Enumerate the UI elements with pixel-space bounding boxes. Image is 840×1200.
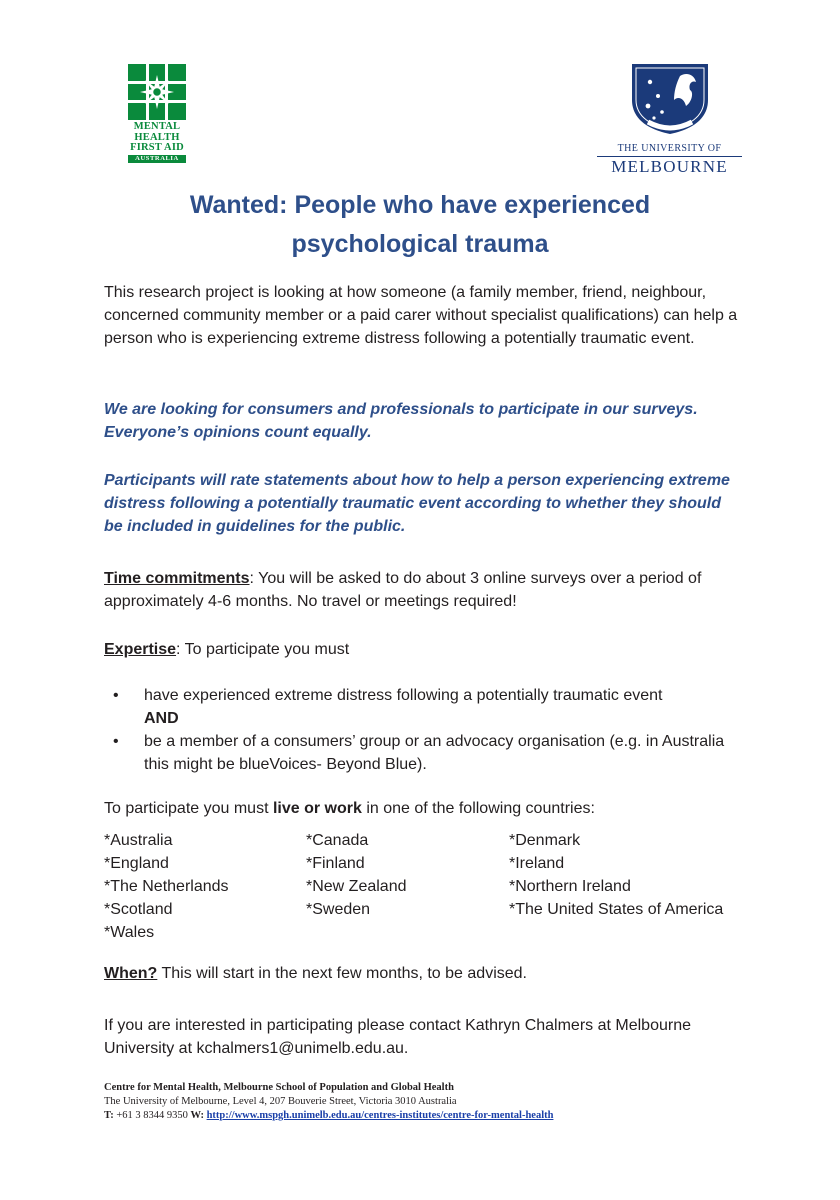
bullet-text: be a member of a consumers’ group or an advocacy organisation (e.g. in Australia this might be blueVoices- Beyond Blue). bbox=[144, 733, 725, 773]
country-item: *Canada bbox=[306, 832, 369, 849]
uom-logo bbox=[597, 62, 742, 176]
list-item bbox=[104, 730, 744, 776]
expertise-list bbox=[104, 684, 744, 776]
bullet-and: AND bbox=[144, 710, 179, 727]
countries-intro-bold: live or work bbox=[272, 800, 362, 817]
country-item: *New Zealand bbox=[306, 878, 407, 895]
countries-intro bbox=[104, 797, 744, 820]
list-item bbox=[104, 684, 744, 730]
country-item: *Scotland bbox=[104, 901, 173, 918]
mhfa-line: FIRST AID bbox=[130, 142, 184, 153]
bullet-text: have experienced extreme distress following a potentially traumatic event bbox=[144, 687, 663, 704]
title-line1: Wanted: People who have experienced bbox=[189, 191, 651, 219]
footer bbox=[104, 1081, 744, 1123]
bullet-icon: • bbox=[113, 687, 119, 704]
footer-web-label: W: bbox=[190, 1110, 204, 1121]
mhfa-country: AUSTRALIA bbox=[128, 155, 186, 163]
when-text: This will start in the next few months, to be advised. bbox=[157, 965, 527, 982]
when-label: When? bbox=[104, 965, 158, 982]
when-paragraph bbox=[104, 962, 744, 985]
uom-line1: THE UNIVERSITY OF bbox=[617, 143, 722, 154]
footer-phone-label: T: bbox=[104, 1110, 114, 1121]
bullet-icon: • bbox=[113, 733, 119, 750]
time-commitments-paragraph bbox=[104, 567, 744, 613]
footer-org: Centre for Mental Health, Melbourne School of Population and Global Health bbox=[104, 1082, 454, 1093]
time-commitments-text: : You will be asked to do about 3 online surveys over a period of approximately 4-6 months. No travel or meetings required! bbox=[104, 570, 702, 610]
title-line2: psychological trauma bbox=[291, 230, 549, 258]
countries-grid bbox=[104, 829, 744, 949]
countries-intro-before: To participate you must bbox=[104, 800, 273, 817]
country-item: *Australia bbox=[104, 832, 173, 849]
participants-paragraph: Participants will rate statements about how to help a person experiencing extreme distress following a potentially traumatic event according to whether they should be included in guidelines for the public. bbox=[104, 472, 730, 535]
country-item: *Northern Ireland bbox=[509, 878, 631, 895]
mhfa-line: MENTAL bbox=[133, 121, 181, 132]
mhfa-line: HEALTH bbox=[134, 131, 180, 143]
contact-paragraph: If you are interested in participating please contact Kathryn Chalmers at Melbourne University at kchalmers1@unimelb.edu.au. bbox=[104, 1017, 691, 1057]
footer-contact-line bbox=[104, 1109, 744, 1123]
footer-web-link[interactable]: http://www.mspgh.unimelb.edu.au/centres-institutes/centre-for-mental-health bbox=[206, 1110, 554, 1121]
country-item: *The United States of America bbox=[509, 901, 724, 918]
uom-line2: MELBOURNE bbox=[611, 157, 728, 176]
footer-phone: +61 3 8344 9350 bbox=[113, 1110, 191, 1121]
country-item: *Finland bbox=[306, 855, 365, 872]
country-item: *The Netherlands bbox=[104, 878, 229, 895]
country-item: *Denmark bbox=[509, 832, 581, 849]
footer-address: The University of Melbourne, Level 4, 207 Bouverie Street, Victoria 3010 Australia bbox=[104, 1096, 457, 1107]
looking-for-paragraph: We are looking for consumers and professionals to participate in our surveys. Everyone’s opinions count equally. bbox=[104, 401, 698, 441]
country-item: *Wales bbox=[104, 924, 155, 941]
mhfa-wordmark bbox=[128, 122, 186, 163]
country-item: *Ireland bbox=[509, 855, 565, 872]
mhfa-logo bbox=[128, 64, 186, 163]
country-item: *England bbox=[104, 855, 169, 872]
uom-crest-icon bbox=[628, 62, 712, 141]
mhfa-cross-icon bbox=[128, 64, 186, 120]
country-item: *Sweden bbox=[306, 901, 371, 918]
intro-paragraph: This research project is looking at how someone (a family member, friend, neighbour, concerned community member or a paid carer without specialist qualifications) can help a person who is experiencing extreme distress following a potentially traumatic event. bbox=[104, 284, 738, 347]
expertise-label: Expertise bbox=[104, 641, 177, 658]
page-title bbox=[0, 186, 840, 264]
expertise-paragraph bbox=[104, 638, 744, 661]
expertise-text: : To participate you must bbox=[176, 641, 350, 658]
time-commitments-label: Time commitments bbox=[104, 570, 250, 587]
countries-intro-after: in one of the following countries: bbox=[361, 800, 595, 817]
